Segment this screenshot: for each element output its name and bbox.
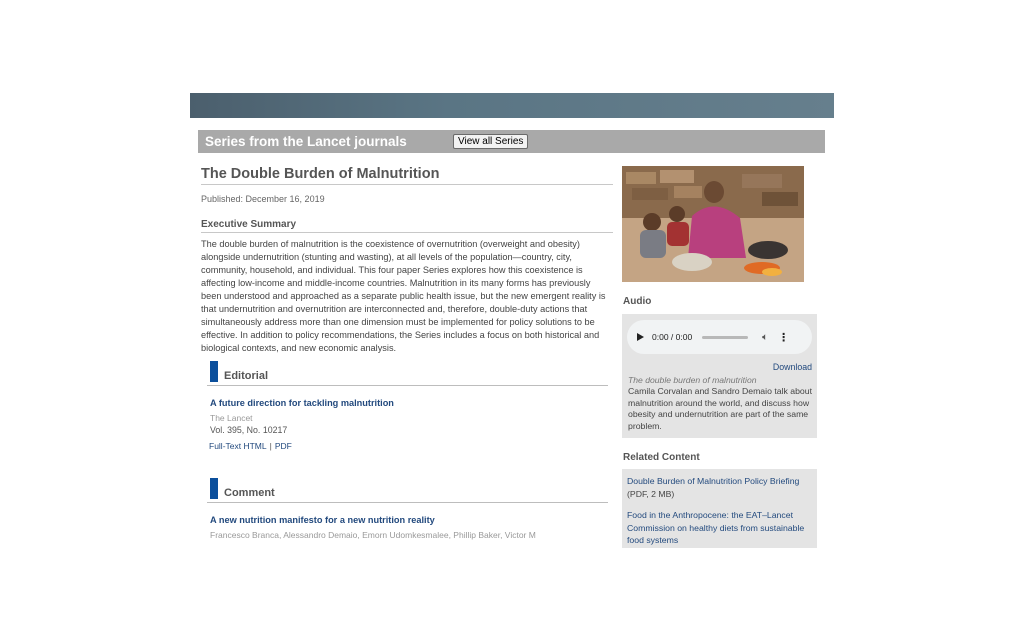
section-label: Comment bbox=[224, 487, 275, 499]
related-link[interactable]: Food in the Anthropocene: the EAT–Lancet Commission on healthy diets from sustainable food systems bbox=[627, 510, 805, 545]
series-cover-photo bbox=[622, 166, 804, 282]
play-icon[interactable] bbox=[637, 333, 644, 341]
editorial-article-link[interactable]: A future direction for tackling malnutrition bbox=[210, 398, 394, 408]
top-banner bbox=[190, 93, 834, 118]
series-header-bar bbox=[198, 130, 825, 153]
audio-player bbox=[627, 320, 812, 354]
editorial-heading bbox=[207, 361, 608, 386]
audio-heading: Audio bbox=[623, 296, 652, 307]
audio-title: The double burden of malnutrition bbox=[628, 375, 757, 385]
audio-description: Camila Corvalan and Sandro Demaio talk about malnutrition around the world, and discuss how obesity and undernutrition are part of the same problem. bbox=[628, 386, 812, 431]
article-authors: Francesco Branca, Alessandro Demaio, Emorn Udomkesmalee, Phillip Baker, Victor M bbox=[210, 530, 536, 540]
section-marker bbox=[210, 361, 218, 382]
related-link[interactable]: Double Burden of Malnutrition Policy Briefing bbox=[627, 476, 800, 486]
audio-progress-slider[interactable] bbox=[702, 336, 748, 339]
more-options-icon[interactable]: ⋮ bbox=[778, 331, 790, 344]
view-all-series-button[interactable]: View all Series bbox=[453, 134, 528, 149]
editorial-section bbox=[207, 361, 608, 451]
executive-summary-heading: Executive Summary bbox=[201, 219, 613, 233]
related-meta: (PDF, 2 MB) bbox=[627, 488, 675, 499]
volume-icon[interactable]: 🔈︎ bbox=[762, 331, 769, 343]
article-journal: The Lancet bbox=[210, 413, 253, 423]
related-item bbox=[627, 509, 812, 547]
comment-heading bbox=[207, 478, 608, 503]
audio-panel bbox=[622, 314, 817, 438]
link-separator: | bbox=[269, 441, 272, 451]
player-time: 0:00 / 0:00 bbox=[652, 332, 693, 342]
pdf-link[interactable]: PDF bbox=[274, 441, 292, 451]
executive-summary-text: The double burden of malnutrition is the coexistence of overnutrition (overweight and obesity) alongside undernutrition (stunting and wasting), at all levels of the population—country, city, community, household, and individual. This four paper Series explores how this coexistence is affecting low-income and middle-income countries. Malnutrition in its many forms has previously been understood and approached as a separate public health issue, but the new emergent reality is that undernutrition and overnutrition are interconnected and, therefore, double-duty actions that simultaneously address more than one dimension must be implemented for policy solutions to be effective. In addition to policy recommendations, the Series includes a focus on both historical and biological contexts, and new economic analysis. bbox=[201, 239, 606, 353]
full-text-html-link[interactable]: Full-Text HTML bbox=[209, 441, 267, 451]
download-link[interactable]: Download bbox=[772, 362, 812, 372]
published-date: Published: December 16, 2019 bbox=[201, 194, 325, 204]
section-label: Editorial bbox=[224, 370, 269, 382]
comment-section bbox=[207, 478, 608, 540]
comment-article-link[interactable]: A new nutrition manifesto for a new nutrition reality bbox=[210, 515, 435, 525]
related-content-panel bbox=[622, 469, 817, 548]
related-item bbox=[627, 475, 812, 500]
page-title: The Double Burden of Malnutrition bbox=[201, 166, 613, 185]
section-marker bbox=[210, 478, 218, 499]
article-links bbox=[209, 441, 608, 451]
main-content bbox=[201, 166, 613, 355]
series-title: Series from the Lancet journals bbox=[205, 134, 407, 149]
article-volume: Vol. 395, No. 10217 bbox=[210, 425, 288, 435]
related-content-heading: Related Content bbox=[623, 452, 700, 463]
